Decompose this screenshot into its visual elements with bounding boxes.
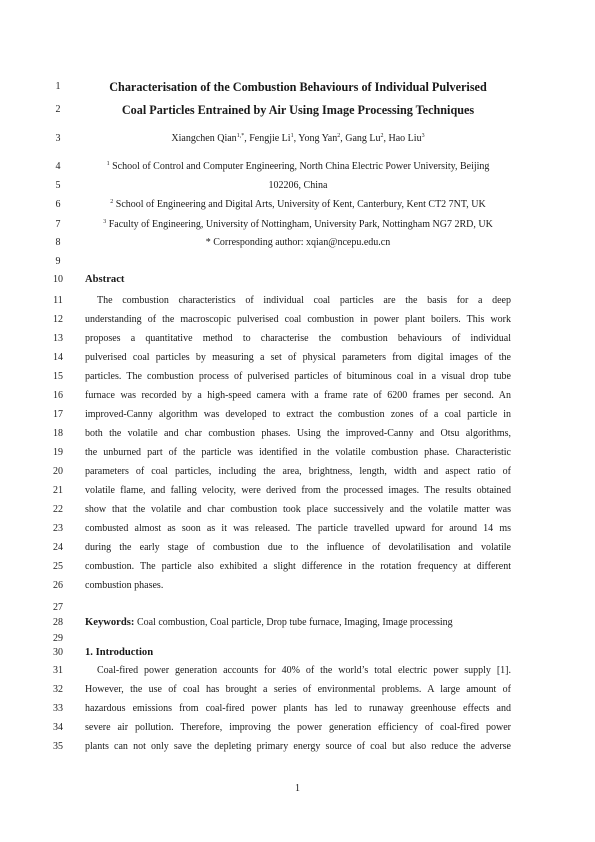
paper-title-line: Coal Particles Entrained by Air Using Image Processing Techniques: [121, 103, 475, 117]
abstract-line: furnace was recorded by a high-speed camera with a frame rate of 6200 frames per second. An: [85, 390, 511, 401]
line-number: 27: [53, 602, 63, 613]
line-number: 19: [53, 447, 63, 458]
author-name: Xiangchen Qian: [171, 133, 237, 144]
corresponding-author: * Corresponding author: xqian@ncepu.edu.cn: [205, 237, 391, 248]
line-number: 16: [53, 390, 63, 401]
author-name: Yong Yan: [298, 133, 338, 144]
author-affiliation-mark: 1,*: [236, 133, 245, 139]
keywords: [85, 617, 511, 629]
abstract-line: show that the volatile and char combustion took place successively and the volatile matter was: [85, 504, 511, 515]
line-number: 24: [53, 542, 63, 553]
abstract-line: combustion phases.: [85, 580, 164, 591]
line-number: 34: [53, 722, 63, 733]
abstract-line: parameters of coal particles, including the area, brightness, length, width and aspect ratio of: [85, 466, 511, 477]
line-number: 5: [55, 180, 61, 191]
line-number: 21: [53, 485, 63, 496]
line-number: 32: [53, 684, 63, 695]
line-number: 15: [53, 371, 63, 382]
author-name: Hao Liu: [388, 133, 422, 144]
abstract-line: proposes a quantitative method to characterise the combustion behaviours of individual: [85, 333, 511, 344]
affiliation-1-cont: 102206, China: [268, 180, 328, 191]
abstract-line: improved-Canny algorithm was developed to extract the combustion zones of a coal particle in: [85, 409, 511, 420]
abstract-line: both the volatile and char combustion phases. Using the improved-Canny and Otsu algorithms,: [85, 428, 511, 439]
affiliation-text: School of Engineering and Digital Arts, University of Kent, Canterbury, Kent CT2 7NT, UK: [115, 199, 486, 210]
author-affiliation-mark: 2: [337, 133, 341, 139]
line-number: 2: [55, 104, 61, 115]
intro-line: Coal-fired power generation accounts for 40% of the world’s total electric power supply [1].: [97, 665, 511, 676]
affiliation-mark: 2: [110, 199, 114, 205]
line-number: 23: [53, 523, 63, 534]
affiliation-text: Faculty of Engineering, University of Nottingham, University Park, Nottingham NG7 2RD, UK: [108, 219, 493, 230]
author-affiliation-mark: 3: [421, 133, 425, 139]
abstract-line: particles. The combustion process of pulverised particles of bituminous coal in a visual drop tube: [85, 371, 511, 382]
line-number: 9: [55, 256, 61, 267]
line-number: 25: [53, 561, 63, 572]
line-number: 7: [55, 219, 61, 230]
line-number: 1: [55, 81, 61, 92]
intro-line: hazardous emissions from coal-fired power plants has led to runaway greenhouse effects and: [85, 703, 511, 714]
page-number: 1: [295, 783, 300, 794]
line-number: 12: [53, 314, 63, 325]
line-number: 17: [53, 409, 63, 420]
affiliation-text: School of Control and Computer Engineering, North China Electric Power University, Beijing: [112, 161, 490, 172]
line-number: 4: [55, 161, 61, 172]
paper-title-line: Characterisation of the Combustion Behaviours of Individual Pulverised: [109, 80, 487, 94]
line-number: 18: [53, 428, 63, 439]
abstract-line: during the early stage of combustion due to the influence of devolatilisation and volatile: [85, 542, 511, 553]
line-number: 30: [53, 647, 63, 658]
section-heading-introduction: 1. Introduction: [85, 647, 154, 658]
abstract-line: combustion. The particle also exhibited a slight difference in the rotation frequency at different: [85, 561, 511, 572]
line-number: 22: [53, 504, 63, 515]
line-number: 3: [55, 133, 61, 144]
abstract-line: The combustion characteristics of individual coal particles are the basis for a deep: [97, 295, 511, 306]
line-number: 6: [55, 199, 61, 210]
author-name: Gang Lu: [345, 133, 381, 144]
keywords-text: Coal combustion, Coal particle, Drop tube furnace, Imaging, Image processing: [134, 617, 453, 628]
line-number: 8: [55, 237, 61, 248]
abstract-line: combusted almost as soon as it was released. The particle travelled upward for around 14 ms: [85, 523, 511, 534]
line-number: 28: [53, 617, 63, 628]
abstract-line: pulverised coal particles by measuring a set of physical parameters from digital images of the: [85, 352, 511, 363]
abstract-line: understanding of the macroscopic pulverised coal combustion in power plant boilers. This work: [85, 314, 511, 325]
line-number: 33: [53, 703, 63, 714]
line-number: 26: [53, 580, 63, 591]
abstract-heading: Abstract: [85, 274, 125, 285]
keywords-label: Keywords:: [85, 617, 135, 628]
affiliation-3: [85, 219, 511, 231]
line-number: 29: [53, 633, 63, 644]
author-affiliation-mark: 2: [380, 133, 384, 139]
line-number: 31: [53, 665, 63, 676]
intro-line: plants can not only save the depleting primary energy source of coal but also reduce the adverse: [85, 741, 511, 752]
intro-line: However, the use of coal has brought a series of environmental problems. A large amount of: [85, 684, 511, 695]
abstract-line: the unburned part of the particle was identified in the volatile combustion phase. Characteristic: [85, 447, 511, 458]
line-number: 10: [53, 274, 63, 285]
affiliation-mark: 1: [106, 161, 110, 167]
intro-line: severe air pollution. Therefore, improving the power generation efficiency of coal-fired power: [85, 722, 511, 733]
line-number: 35: [53, 741, 63, 752]
affiliation-1: [85, 161, 511, 173]
affiliation-2: [85, 199, 511, 211]
author-name: Fengjie Li: [249, 133, 291, 144]
line-number: 14: [53, 352, 63, 363]
author-list: Xiangchen Qian$^{1,*}$, Fengjie Li$^1$, Yong Yan$^2$, Gang Lu$^2$, Hao Liu$^3$: [171, 133, 425, 144]
line-number: 11: [53, 295, 63, 306]
author-affiliation-mark: 1: [290, 133, 294, 139]
line-number: 20: [53, 466, 63, 477]
line-number: 13: [53, 333, 63, 344]
abstract-line: volatile flame, and falling velocity, were derived from the processed images. The results obtained: [85, 485, 511, 496]
affiliation-mark: 3: [103, 219, 107, 225]
